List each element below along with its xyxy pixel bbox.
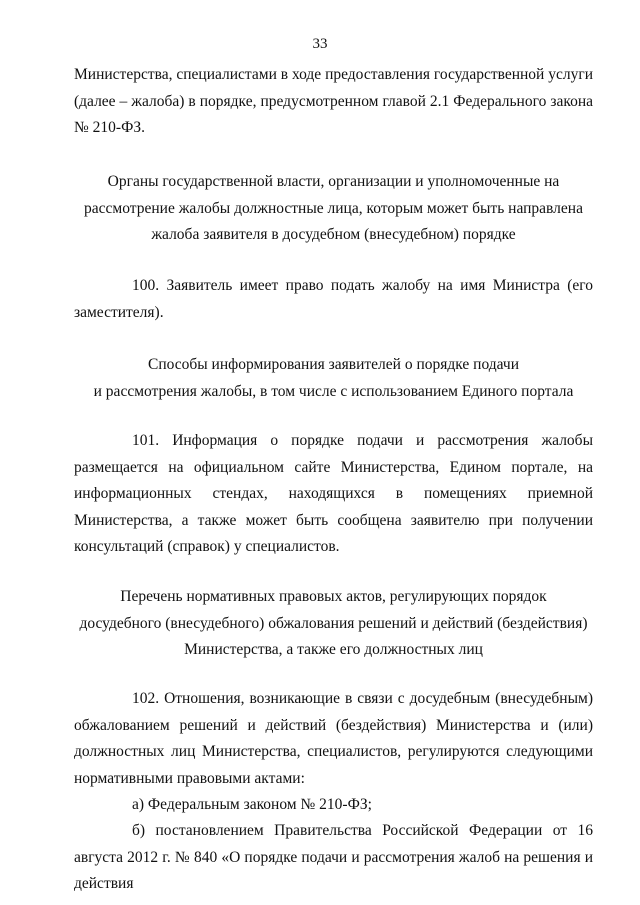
section-heading-informing-methods bbox=[74, 352, 593, 405]
page-number: 33 bbox=[312, 36, 328, 52]
paragraph-text: а) Федеральным законом № 210-ФЗ; bbox=[132, 796, 372, 813]
heading-line: Способы информирования заявителей о порядке подачи bbox=[147, 356, 520, 373]
heading-line: Перечень нормативных правовых актов, регулирующих порядок bbox=[120, 588, 547, 605]
paragraph-continuation bbox=[74, 62, 593, 142]
section-heading-complaint-recipients bbox=[74, 169, 593, 249]
heading-line: Министерства, а также его должностных лиц bbox=[184, 641, 483, 658]
heading-line: досудебного (внесудебного) обжалования решений и действий (бездействия) bbox=[79, 614, 588, 632]
paragraph-text: 100. Заявитель имеет право подать жалобу на имя Министра (его заместителя). bbox=[74, 277, 593, 321]
paragraph-text: Министерства, специалистами в ходе предоставления государственной услуги (далее – жалоба) в порядке, предусмотренном главой 2.1 Федерального закона № 210-ФЗ. bbox=[74, 66, 593, 136]
paragraph-text: б) постановлением Правительства Российской Федерации от 16 августа 2012 г. № 840 «О порядке подачи и рассмотрения жалоб на решения и действия bbox=[74, 822, 593, 892]
paragraph-102 bbox=[74, 686, 593, 792]
paragraph-101 bbox=[74, 428, 593, 561]
section-heading-legal-acts bbox=[74, 584, 593, 664]
paragraph-100 bbox=[74, 273, 593, 326]
paragraph-text: 102. Отношения, возникающие в связи с досудебным (внесудебным) обжалованием решений и действий (бездействия) Министерства и (или) должностных лиц Министерства, специалистов, регулируются следующими нормативными правовыми актами: bbox=[74, 690, 593, 787]
paragraph-text: 101. Информация о порядке подачи и рассмотрения жалобы размещается на официальном сайте Министерства, Едином портале, на информационных стендах, находящихся в помещениях приемной Министерства, а также может быть сообщена заявителю при получении консультаций (справок) у специалистов. bbox=[74, 432, 593, 555]
list-item-b bbox=[74, 818, 593, 898]
heading-line: рассмотрение жалобы должностные лица, которым может быть направлена bbox=[84, 199, 583, 217]
heading-line: жалоба заявителя в досудебном (внесудебном) порядке bbox=[151, 226, 516, 243]
heading-line: Органы государственной власти, организации и уполномоченные на bbox=[107, 173, 560, 190]
heading-line: и рассмотрения жалобы, в том числе с использованием Единого портала bbox=[93, 382, 574, 400]
list-item-a bbox=[74, 792, 593, 819]
